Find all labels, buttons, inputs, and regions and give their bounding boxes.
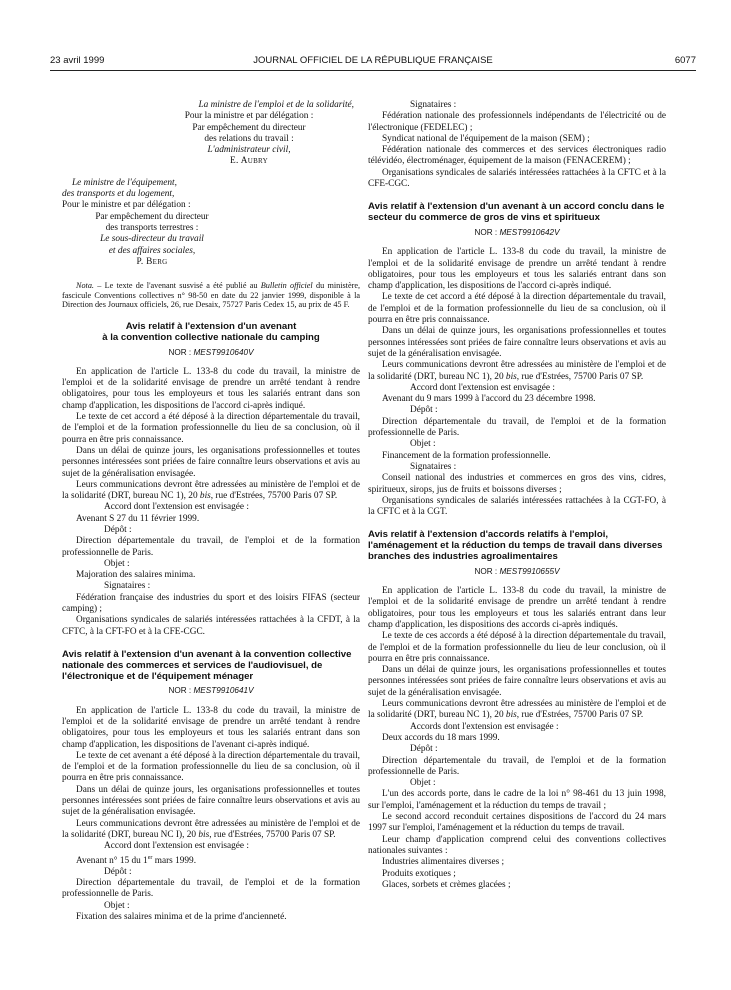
paragraph: Le texte de ces accords a été déposé à la direction départementale du travail, de l'emploi et de la formation professionnelle du lieu de leur conclusion, où il pourra en être pris connaissance. [368,631,666,664]
sig-line: Par empêchement du directeur [95,211,209,222]
field-value: Direction départementale du travail, de l'emploi et de la formation professionnelle de Paris. [368,755,666,777]
field-value: Fédération française des industries du sport et des loisirs FIFAS (secteur camping) ; [62,592,360,615]
paragraph: Dans un délai de quinze jours, les organisations professionnelles et toutes personnes intéressées sont priées de faire connaître leurs observations et avis au sujet de la généralisation envisagée. [62,445,360,479]
list-item: Produits exotiques ; [382,868,456,879]
field-label: Dépôt : [104,524,132,535]
field-label: Accord dont l'extension est envisagée : [104,841,249,852]
nor-reference: NOR : MEST9910642V [474,227,560,237]
field-label: Accord dont l'extension est envisagée : [410,382,555,393]
notice-title: Avis relatif à l'extension d'un avenant à la convention collective nationale des commerces et services de l'audiovisuel, de l'électronique et de l'équipement ménager [62,648,352,682]
nor-reference: NOR : MEST9910641V [168,686,254,696]
notice-title: Avis relatif à l'extension d'un avenant [125,320,297,332]
right-column [368,100,666,891]
notice-audiovisuel [62,650,360,923]
sig-title: Le ministre de l'équipement, [72,177,177,188]
field-value: Syndicat national de l'équipement de la maison (SEM) ; [382,133,590,144]
notice-title: Avis relatif à l'extension d'accords relatifs à l'emploi, l'aménagement et la réduction du temps de travail dans diverses branches des industries agroalimentaires [368,529,663,562]
field-value: Deux accords du 18 mars 1999. [382,732,500,743]
notice-camping [62,322,360,638]
paragraph: Le texte de cet accord a été déposé à la direction départementale du travail, de l'emploi et de la formation professionnelle du lieu de sa conclusion, où il pourra en être pris connaissance. [368,292,666,326]
sig-line: des transports terrestres : [105,222,199,233]
field-value: Majoration des salaires minima. [76,570,196,581]
field-label: Signataires : [410,100,457,110]
nor-reference: NOR : MESТ9910640V [168,347,254,357]
paragraph: Leurs communications devront être adressées au ministère de l'emploi et de la solidarité (DRT, bureau NC 1), 20 bis, rue d'Estrées, 75700 Paris 07 SP. [368,699,666,721]
field-label: Signataires : [410,461,457,472]
field-value: Organisations syndicales de salariés intéressées rattachées à la CGT-FO, à la CFTC et à la CGT. [368,495,666,518]
field-label: Dépôt : [410,744,438,755]
field-value: Fédération nationale des commerces et des services électroniques radio télévidéo, électroménager, équipement de la maison (FENACEREM) ; [368,145,666,167]
nota-note: Nota. – Le texte de l'avenant susvisé a été publié au Bulletin officiel du ministère, fascicule Conventions collectives n° 98-50 en date du 22 janvier 1999, disponible à la Direction des Journaux officiels, 26, rue Desaix, 75727 Paris Cedex 15, au prix de 45 F. [62,281,360,310]
field-label: Signataires : [104,581,151,592]
paragraph: Le texte de cet avenant a été déposé à la direction départementale du travail, de l'emploi et de la formation professionnelle du lieu de sa conclusion, où il pourra en être pris connaissance. [62,750,360,784]
paragraph: Leurs communications devront être adressées au ministère de l'emploi et de la solidarité (DRT, bureau NC I), 20 bis, rue d'Estrées, 75700 Paris 07 SP. [62,818,360,840]
paragraph: Dans un délai de quinze jours, les organisations professionnelles et toutes personnes intéressées sont priées de faire connaître leurs observations et avis au sujet de la généralisation envisagée. [368,326,666,359]
sig-line: et des affaires sociales, [108,245,196,256]
paragraph: En application de l'article L. 133-8 du code du travail, la ministre de l'emploi et de la solidarité envisage de prendre un arrêté tendant à rendre obligatoires, pour tous les employeurs et tous les salariés entrant dans son champ d'application, les dispositions de l'avenant ci-après indiqué. [62,705,360,750]
field-value: Organisations syndicales de salariés intéressées rattachées à la CFTC et à la CFE-CGC. [368,167,666,190]
sig-line: L'administrateur civil, [207,145,291,156]
field-label: Dépôt : [410,405,438,416]
paragraph: Leurs communications devront être adressées au ministère de l'emploi et de la solidarité (DRT, bureau NC 1), 20 bis, rue d'Estrées, 75700 Paris 07 SP. [368,360,666,382]
list-item: Glaces, sorbets et crèmes glacées ; [382,879,511,890]
field-value: Direction départementale du travail, de l'emploi et de la formation professionnelle de Paris. [62,878,360,900]
paragraph: En application de l'article L. 133-8 du code du travail, la ministre de l'emploi et de la solidarité envisage de prendre un arrêté tendant à rendre obligatoires, pour tous les employeurs et tous les salariés entrant dans son champ d'application, les dispositions de l'accord ci-après indiqué. [62,366,360,411]
field-value: Financement de la formation professionnelle. [382,450,551,461]
paragraph: Leur champ d'application comprend celui des conventions collectives nationales suivantes : [368,834,666,856]
paragraph: En application de l'article L. 133-8 du code du travail, la ministre de l'emploi et de la solidarité envisage de prendre un arrêté tendant à rendre obligatoires, pour tous les employeurs et tous les salariés entrant dans son champ d'application, les dispositions de l'accord ci-après indiqué. [368,247,666,292]
header-rule [50,70,696,71]
paragraph: Dans un délai de quinze jours, les organisations professionnelles et toutes personnes intéressées sont priées de faire connaître leurs observations et avis au sujet de la généralisation envisagée. [62,784,360,818]
notice-title: à la convention collective nationale du camping [102,331,320,343]
field-value: Fixation des salaires minima et de la prime d'ancienneté. [76,912,287,923]
sig-line: Pour la ministre et par délégation : [184,111,314,122]
sig-title: des transports et du logement, [62,189,175,200]
sig-title: La ministre de l'emploi et de la solidarité, [198,100,354,110]
nor-reference: NOR : MEST9910655V [474,566,560,576]
field-value: Avenant du 9 mars 1999 à l'accord du 23 décembre 1998. [382,394,596,405]
field-label: Objet : [104,558,130,569]
paragraph: Leurs communications devront être adressées au ministère de l'emploi et de la solidarité (DRT, bureau NC 1), 20 bis, rue d'Estrées, 75700 Paris 07 SP. [62,479,360,502]
notice-audiovisuel-continued [368,100,666,190]
field-value: Fédération nationale des professionnels indépendants de l'électricité ou de l'électronique (FEDELEC) ; [368,111,666,133]
signature-block-equipement [62,178,242,268]
sig-name: E. Aubry [230,156,268,167]
field-value: Avenant n° 15 du 1er mars 1999. [76,854,197,866]
field-label: Objet : [410,439,436,450]
list-item: Industries alimentaires diverses ; [382,857,505,868]
field-label: Objet : [104,900,130,911]
notice-vins-spiritueux [368,202,666,518]
left-column [62,100,360,923]
field-label: Accords dont l'extension est envisagée : [410,721,559,732]
paragraph: Le texte de cet accord a été déposé à la direction départementale du travail, de l'emploi et de la formation professionnelle du lieu de sa conclusion, où il pourra en être pris connaissance. [62,412,360,445]
notice-title: Avis relatif à l'extension d'un avenant à un accord conclu dans le secteur du commerce de gros de vins et spiritueux [368,201,665,224]
field-value: Conseil national des industries et commerces en gros des vins, cidres, spiritueux, sirops, jus de fruits et boissons diverses ; [368,473,666,495]
notice-agroalimentaire [368,530,666,891]
header-date: 23 avril 1999 [50,55,105,66]
page-header [50,55,696,69]
sig-line: des relations du travail : [204,133,294,144]
field-label: Objet : [410,778,436,789]
header-page-number: 6077 [674,55,696,66]
field-value: L'un des accords porte, dans le cadre de la loi n° 98-461 du 13 juin 1998, sur l'emploi, l'aménagement et la réduction du temps de travail ; [368,789,666,811]
sig-line: Par empêchement du directeur [192,122,306,133]
header-journal-title: JOURNAL OFFICIEL DE LA RÉPUBLIQUE FRANÇAISE [253,55,493,66]
field-value: Le second accord reconduit certaines dispositions de l'accord du 24 mars 1997 sur l'emploi, l'aménagement et la réduction du temps de travail. [368,812,666,834]
paragraph: Dans un délai de quinze jours, les organisations professionnelles et toutes personnes intéressées sont priées de faire connaître leurs observations et avis au sujet de la généralisation envisagée. [368,665,666,698]
field-value: Direction départementale du travail, de l'emploi et de la formation professionnelle de Paris. [62,536,360,558]
nota-label: Nota. [76,281,94,291]
paragraph: En application de l'article L. 133-8 du code du travail, la ministre de l'emploi et de la solidarité envisage de prendre un arrêté tendant à rendre obligatoires, pour tous les employeurs et tous les salariés entrant dans leur champ d'application, les dispositions des accords ci-après indiqués. [368,586,666,630]
field-label: Accord dont l'extension est envisagée : [104,502,249,513]
sig-line: Pour le ministre et par délégation : [62,200,191,211]
signature-block-emploi [62,100,360,168]
field-label: Dépôt : [104,866,132,877]
sig-line: Le sous-directeur du travail [100,234,204,245]
sig-name: P. Berg [136,256,168,267]
field-value: Direction départementale du travail, de l'emploi et de la formation professionnelle de Paris. [368,416,666,439]
field-value: Organisations syndicales de salariés intéressées rattachées à la CFDT, à la CFTC, à la CFT-FO et à la CFE-CGC. [62,615,360,637]
field-value: Avenant S 27 du 11 février 1999. [76,513,200,524]
